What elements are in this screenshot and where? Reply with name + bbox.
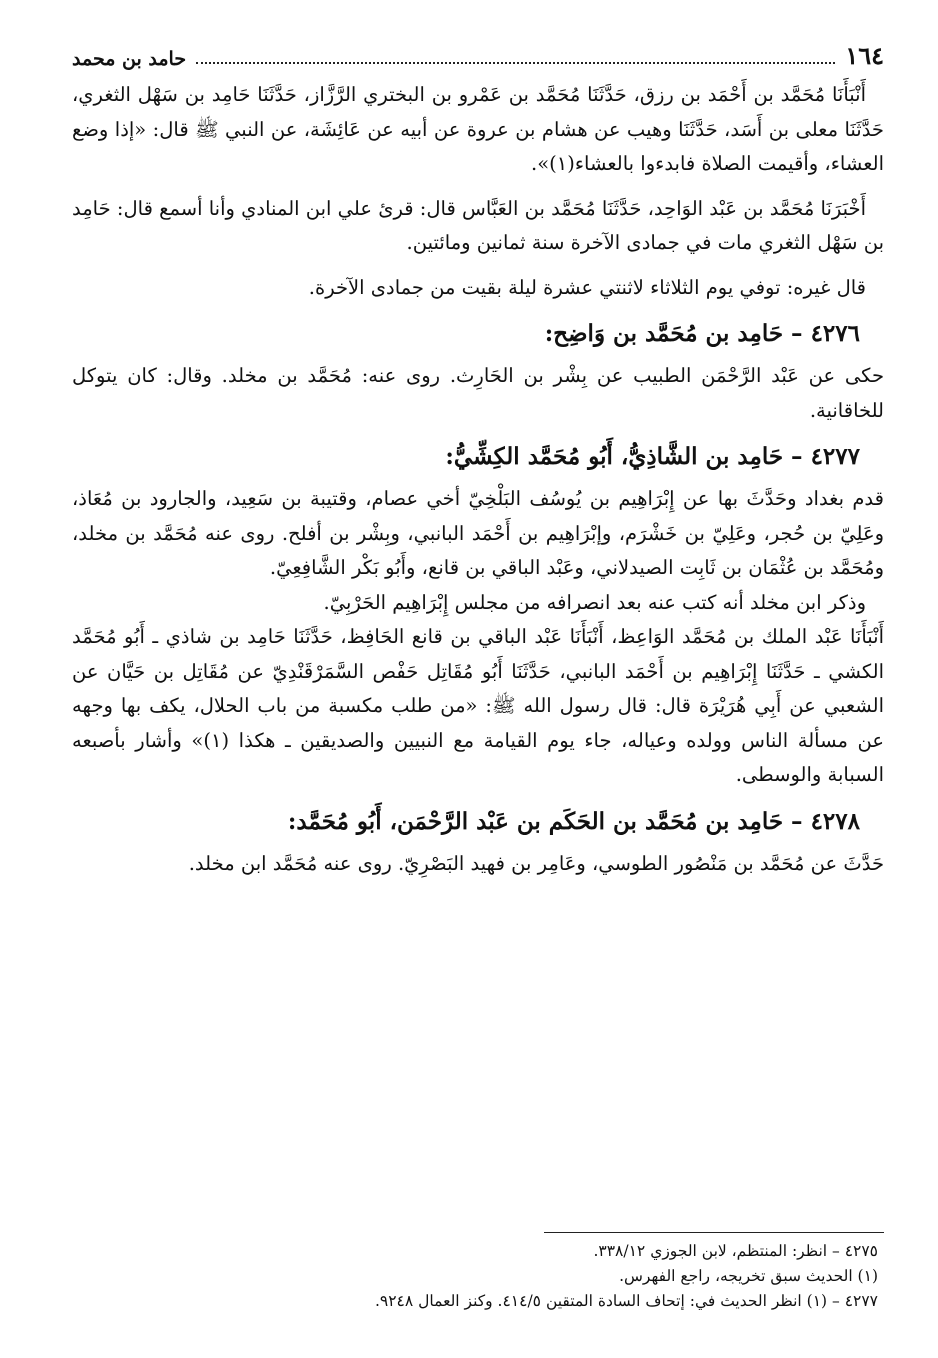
running-title: حامد بن محمد: [72, 48, 187, 70]
main-text: [72, 78, 884, 881]
header-dotted-leader: [196, 62, 835, 64]
paragraph: أَنْبَأَنَا عَبْد الملك بن مُحَمَّد الوَاعِظ، أَنْبَأَنَا عَبْد الباقي بن قانع الحَافِظ، حَدَّثَنَا حَامِد بن شاذي ـ أَبُو مُحَمَّد الكشي ـ حَدَّثَنَا إِبْرَاهِيم بن أَحْمَد البانبي، حَدَّثَنَا أَبُو مُقَاتِل حَفْص السَّمَرْقَنْدِيّ عن مُقَاتِل بن حَيَّان عن الشعبي عن أَبِي هُرَيْرَة قال: قال رسول الله ﷺ: «من طلب مكسبة من باب الحلال، يكف بها وجهه عن مسألة الناس وولده وعياله، جاء يوم القيامة مع النبيين والصديقين ـ هكذا (١)» وأشار بأصبعه السبابة والوسطى.: [72, 625, 885, 786]
footnote-rule: [544, 1232, 884, 1233]
paragraph: قال غيره: توفي يوم الثلاثاء لاثنتي عشرة ليلة بقيت من جمادى الآخرة.: [308, 275, 866, 299]
paragraph: حكى عن عَبْد الرَّحْمَن الطبيب عن بِشْر بن الحَارِث. روى عنه: مُحَمَّد بن مخلد. وقال: كان يتوكل للخاقانية.: [72, 364, 884, 422]
footnotes: [72, 1232, 884, 1314]
paragraph: أَخْبَرَنَا مُحَمَّد بن عَبْد الوَاحِد، حَدَّثَنَا مُحَمَّد بن العَبَّاس قال: قرئ علي ابن المنادي وأنا أسمع قال: حَامِد بن سَهْل الثغري مات في جمادى الآخرة سنة ثمانين ومائتين.: [72, 196, 884, 254]
entry-heading-4278: ٤٢٧٨ – حَامِد بن مُحَمَّد بن الحَكَم بن عَبْد الرَّحْمَن، أَبُو مُحَمَّد:: [287, 807, 860, 835]
paragraph: أَنْبَأَنَا مُحَمَّد بن أَحْمَد بن رزق، حَدَّثَنَا مُحَمَّد بن عَمْرو بن البختري الرَّزَّاز، حَدَّثَنَا حَامِد بن سَهْل الثغري، حَدَّثَنَا معلى بن أَسَد، حَدَّثَنَا وهيب عن هشام بن عروة عن أبيه عن عَائِشَة، عن النبي ﷺ قال: «إذا وضع العشاء، وأقيمت الصلاة فابدءوا بالعشاء(١)».: [72, 83, 884, 175]
footnote: ٤٢٧٥ – انظر: المنتظم، لابن الجوزي ٣٣٨/١٢.: [593, 1242, 878, 1260]
page-number: ١٦٤: [845, 41, 884, 70]
paragraph: قدم بغداد وحَدَّثَ بها عن إِبْرَاهِيم بن يُوسُف البَلْخِيّ أخي عصام، وقتيبة بن سَعِيد، والجارود بن مُعَاذ، وعَلِيّ بن حُجر، وعَلِيّ بن خَشْرَم، وإبْرَاهِيم بن أَحْمَد البانبي، وبِشْر بن أفلح. روى عنه مُحَمَّد بن مخلد، ومُحَمَّد بن عُثْمَان بن ثَابِت الصيدلاني، وعَبْد الباقي بن قانع، وأَبُو بَكْر الشَّافِعِيّ.: [72, 487, 884, 579]
entry-heading-4277: ٤٢٧٧ – حَامِد بن الشَّاذِيُّ، أَبُو مُحَمَّد الكِشِّيُّ:: [445, 443, 860, 470]
entry-heading-4276: ٤٢٧٦ – حَامِد بن مُحَمَّد بن وَاضِح:: [544, 320, 860, 347]
footnote: (١) الحديث سبق تخريجه، راجع الفهرس.: [619, 1267, 878, 1285]
paragraph: وذكر ابن مخلد أنه كتب عنه بعد انصرافه من مجلس إِبْرَاهِيم الحَرْبِيّ.: [323, 590, 866, 614]
page-header: [72, 36, 884, 70]
paragraph: حَدَّثَ عن مُحَمَّد بن مَنْصُور الطوسي، وعَامِر بن فهيد البَصْرِيّ. روى عنه مُحَمَّد ابن مخلد.: [188, 851, 884, 875]
footnote: ٤٢٧٧ – (١) انظر الحديث في: إتحاف السادة المتقين ٤١٤/٥. وكنز العمال ٩٢٤٨.: [374, 1292, 878, 1310]
